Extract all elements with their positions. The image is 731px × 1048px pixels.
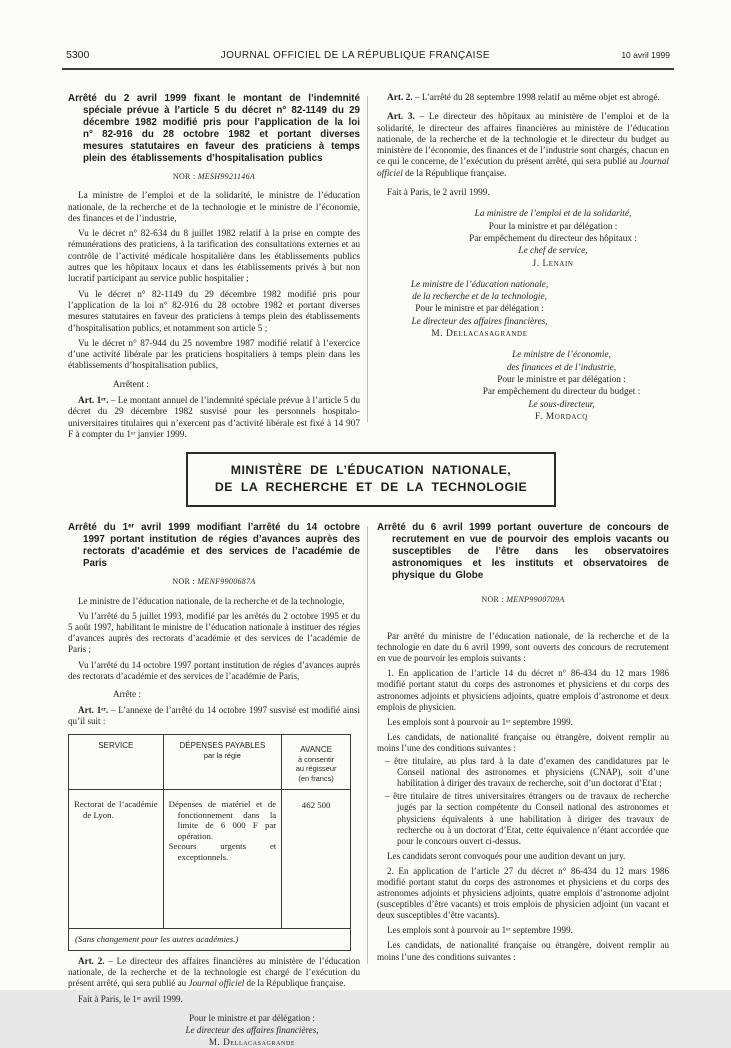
paragraph <box>68 705 360 727</box>
paragraph: 2. En application de l’article 27 du décret n° 86-434 du 12 mars 1986 modifié portant statut du corps des astronomes et physiciens et du corps des astronomes adjoints et physiciens adjoints, quatre emplois d’astronome adjoint (susceptibles d’être vacants) et trois emplois de physicien adjoint (un vacant et deux susceptibles d’être vacants). <box>377 866 669 921</box>
column-header: SERVICE <box>69 735 164 790</box>
table-row <box>69 790 351 929</box>
article-text: – L’arrêté du 28 septembre 1998 relatif au même objet est abrogé. <box>413 93 660 103</box>
issue-date: 10 avril 1999 <box>621 50 670 60</box>
signatory-name: F. Mordacq <box>454 411 669 423</box>
list-item: – être titulaire de titres universitaires étrangers ou de travaux de recherche jugés par la section compétente du Conseil national des astronomes et physiciens équivalents à une habilitation à diriger des travaux de recherche ou à un doctorat d’Etat, cette équivalence n’étant accordée que pour le concours ouvert ci-dessus. <box>385 791 669 846</box>
paragraph: Les candidats, de nationalité française ou étrangère, doivent remplir au moins l’une des conditions suivantes : <box>377 732 669 754</box>
signature-block <box>454 349 669 423</box>
paragraph: Les emplois sont à pourvoir au 1ᵉʳ septembre 1999. <box>377 925 669 936</box>
article-text: – Le directeur des hôpitaux au ministère de l’emploi et de la solidarité, le directeur des affaires financières au ministère de l’éducation nationale, de la recherche et de la technologie et le directeur du budget au ministère de l’économie, des finances et de l’industrie sont chargés, chacun en ce qui le concerne, de l’exécution du présent arrêté, qui sera publié au <box>377 112 669 167</box>
journal-officiel-ref: Journal officiel <box>188 978 244 988</box>
column-right <box>377 93 669 441</box>
column-right <box>377 522 669 1048</box>
article-title: Arrêté du 1ᵉʳ avril 1999 modifiant l’arrêté du 14 octobre 1997 portant institution de régies d’avances auprès des rectorats d’académie et des services de l’académie de Paris <box>68 522 360 570</box>
ministry-banner <box>186 452 556 507</box>
signature-line: Le sous-directeur, <box>454 399 669 411</box>
banner-line: MINISTÈRE DE L’ÉDUCATION NATIONALE, <box>192 462 550 479</box>
depenses-item: Dépenses de matériel et de fonctionnement dans la limite de 6 000 F par opération. <box>169 799 277 841</box>
banner-line: DE LA RECHERCHE ET DE LA TECHNOLOGIE <box>192 479 550 496</box>
signature-line: des finances et de l’industrie, <box>454 362 669 374</box>
signature-line: de la recherche et de la technologie, <box>377 291 582 303</box>
nor-code: MENP9900709A <box>506 595 564 604</box>
article-number: Art. 2. <box>78 956 105 966</box>
table-note: (Sans changement pour les autres académies.) <box>69 929 351 951</box>
journal-title: JOURNAL OFFICIEL DE LA RÉPUBLIQUE FRANÇAISE <box>89 50 621 61</box>
column-header-sub: au régisseur <box>284 764 348 774</box>
fait-line: Fait à Paris, le 2 avril 1999. <box>377 188 669 199</box>
avance-cell: 462 500 <box>282 790 351 929</box>
paragraph: Les emplois sont à pourvoir au 1ᵉʳ septembre 1999. <box>377 717 669 728</box>
paragraph <box>377 93 669 104</box>
paragraph: Vu l’arrêté du 14 octobre 1997 portant institution de régies d’avances auprès des rectorats d’académie et des services de l’académie de Paris, <box>68 660 360 682</box>
signature-block <box>146 1012 358 1048</box>
list-item: – être titulaire, au plus tard à la date d’examen des candidatures par le Conseil national des astronomes et physiciens (CNAP), soit d’une habilitation à diriger des travaux de recherche, soit d’un doctorat d’Etat ; <box>385 756 669 789</box>
article-text: de la République française. <box>403 169 507 179</box>
table-header-row <box>69 735 351 790</box>
service-text: Rectorat de l’académie de Lyon. <box>74 799 158 820</box>
article-text: – Le montant annuel de l’indemnité spéciale prévue à l’article 5 du décret du 29 décembre 1982 susvisé pour les personnels hospitalo-universitaires titulaires qui n’exercent pas d’activité libérale est fixé à 14 907 F à compter du 1ᵉʳ janvier 1999. <box>68 396 360 440</box>
column-header-main: AVANCE <box>284 745 348 755</box>
paragraph: Par arrêté du ministre de l’éducation nationale, de la recherche et de la technologie en date du 6 avril 1999, sont ouverts des concours de recrutement en vue de pourvoir les emplois suivants : <box>377 631 669 664</box>
article-number: Art. 1ᵉʳ. <box>78 705 108 715</box>
section-top <box>68 93 669 441</box>
article-number: Art. 3. <box>387 112 415 122</box>
signature-line: Pour la ministre et par délégation : <box>437 221 669 233</box>
paragraph: Vu le décret n° 82-634 du 8 juillet 1982 relatif à la prise en compte des rémunérations des praticiens, à la tarification des consultations externes et au contrôle de l’activité médicale hospitalière dans les établissements publics autres que les hôpitaux locaux et dans les établissements privés à but non lucratif participant au service public hospitalier ; <box>68 229 360 285</box>
header-rule <box>62 68 674 70</box>
signature-block <box>377 279 582 340</box>
signature-line: Le directeur des affaires financières, <box>377 316 582 328</box>
nor-code: MENF9900687A <box>197 577 255 586</box>
article-title: Arrêté du 6 avril 1999 portant ouverture de concours de recrutement en vue de pourvoir des emplois vacants ou susceptibles de l’être dans les observatoires astronomiques et les instituts et observatoires de physique du Globe <box>377 522 669 582</box>
signature-line: Le chef de service, <box>437 245 669 257</box>
signature-line: Le ministre de l’éducation nationale, <box>377 279 582 291</box>
signatory-name: M. Dellacasagrande <box>377 328 582 340</box>
signature-line: Le directeur des affaires financières, <box>146 1024 358 1036</box>
signature-line: Par empêchement du directeur des hôpitaux : <box>437 233 669 245</box>
depenses-item: Secours urgents et exceptionnels. <box>169 841 277 862</box>
arrete-heading: Arrêtent : <box>113 380 360 391</box>
signature-line: Pour le ministre et par délégation : <box>454 374 669 386</box>
nor-label: NOR : <box>481 595 504 604</box>
column-header <box>282 735 351 790</box>
column-header <box>163 735 282 790</box>
signature-line: La ministre de l’emploi et de la solidarité, <box>437 208 669 220</box>
section-bottom <box>68 522 669 1048</box>
column-header-main: DÉPENSES PAYABLES <box>166 741 280 751</box>
paragraph <box>68 396 360 441</box>
depenses-cell <box>163 790 282 929</box>
paragraph: Vu le décret n° 82-1149 du 29 décembre 1982 modifié pris pour l’application de la loi n° 82-916 du 28 octobre 1982 et portant diverses mesures statutaires en faveur des praticiens à temps plein des établissements d’hospitalisation publics, et notamment son article 5 ; <box>68 290 360 335</box>
article-title: Arrêté du 2 avril 1999 fixant le montant de l’indemnité spéciale prévue à l’article 5 du décret n° 82-1149 du 29 décembre 1982 modifié pris pour l’application de la loi n° 82-916 du 28 octobre 1982 et portant diverses mesures statutaires en faveur des praticiens à temps plein des établissements d’hospitalisation publics <box>68 93 360 165</box>
column-header-sub: à consentir <box>284 755 348 765</box>
paragraph: Vu le décret n° 87-944 du 25 novembre 1987 modifié relatif à l’exercice d’une activité libérale par les praticiens hospitaliers à temps plein dans les établissements d’hospitalisation publics, <box>68 339 360 373</box>
arrete-heading: Arrête : <box>113 689 360 700</box>
column-header-sub: (en francs) <box>284 774 348 784</box>
nor-code: MESH9921146A <box>198 172 255 181</box>
fait-line: Fait à Paris, le 1ᵉʳ avril 1999. <box>68 994 360 1005</box>
nor-line <box>68 171 360 182</box>
service-cell <box>69 790 164 929</box>
article-number: Art. 1ᵉʳ. <box>78 396 108 406</box>
nor-label: NOR : <box>172 577 195 586</box>
paragraph <box>377 112 669 180</box>
signature-block <box>437 208 669 269</box>
nor-line <box>377 594 669 605</box>
column-left <box>68 522 360 1048</box>
paragraph <box>68 956 360 989</box>
paragraph: La ministre de l’emploi et de la solidarité, le ministre de l’éducation nationale, de la recherche et de la technologie et le ministre de l’économie, des finances et de l’industrie, <box>68 191 360 225</box>
nor-label: NOR : <box>173 172 196 181</box>
journal-officiel-ref: Journal officiel <box>377 157 669 178</box>
signatory-name: J. Lenain <box>437 258 669 270</box>
paragraph: Le ministre de l’éducation nationale, de la recherche et de la technologie, <box>68 596 360 607</box>
table-footer-row <box>69 929 351 951</box>
nor-line <box>68 576 360 587</box>
regies-avances-table <box>68 734 351 951</box>
signature-line: Le ministre de l’économie, <box>454 349 669 361</box>
column-left <box>68 93 360 441</box>
article-text: – Le directeur des affaires financières au ministère de l’éducation nationale, de la recherche et de la technologie est chargé de l’exécution du présent arrêté, qui sera publié au <box>68 956 360 988</box>
article-text: – L’annexe de l’arrêté du 14 octobre 1997 susvisé est modifié ainsi qu’il suit : <box>68 705 360 726</box>
signature-line: Par empêchement du directeur du budget : <box>454 386 669 398</box>
article-number: Art. 2. <box>387 93 413 103</box>
signature-line: Pour le ministre et par délégation : <box>146 1012 358 1024</box>
paragraph: Les candidats seront convoqués pour une audition devant un jury. <box>377 851 669 862</box>
page-header <box>66 49 670 61</box>
paragraph: 1. En application de l’article 14 du décret n° 86-434 du 12 mars 1986 modifié portant statut du corps des astronomes et physiciens et du corps des astronomes adjoints et physiciens adjoints, quatre emplois d’astronome et deux emplois de physicien. <box>377 668 669 712</box>
paragraph: Les candidats, de nationalité française ou étrangère, doivent remplir au moins l’une des conditions suivantes : <box>377 940 669 962</box>
column-header-sub: par la régie <box>166 751 280 761</box>
paragraph: Vu l’arrêté du 5 juillet 1993, modifié par les arrêtés du 2 octobre 1995 et du 5 août 1997, habilitant le ministre de l’éducation nationale à instituer des régies d’avances auprès des rectorats d’académie et des services de l’académie de Paris ; <box>68 611 360 655</box>
signatory-name: M. Dellacasagrande <box>146 1036 358 1048</box>
signature-line: Pour le ministre et par délégation : <box>377 303 582 315</box>
article-text: de la République française. <box>244 978 345 988</box>
page-number: 5300 <box>66 49 89 61</box>
